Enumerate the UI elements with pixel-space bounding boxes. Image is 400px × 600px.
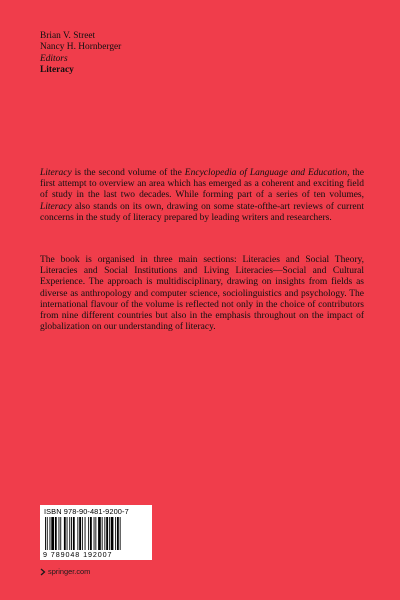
barcode-bar <box>111 517 114 550</box>
editor-name: Brian V. Street <box>40 31 96 41</box>
barcode-bar <box>115 517 116 550</box>
barcode-bar <box>120 517 121 550</box>
barcode-bar <box>106 517 108 550</box>
barcode-bar <box>50 517 51 550</box>
blurb-text-segment: Encyclopedia of Language and Education <box>184 168 348 178</box>
barcode-bar <box>69 517 70 550</box>
barcode-bar <box>85 517 86 550</box>
editors-role-label: Editors <box>40 53 68 64</box>
barcode-bar <box>73 517 75 550</box>
barcode-bar <box>67 517 68 550</box>
barcode-bar <box>94 517 95 550</box>
blurb-paragraph-2: The book is organised in three main sections: Literacies and Social Theory, Literacies and Social Institutions and Living Literacies—Social and Cultural Experience. The approach is multidisciplinary, drawing on insights from fields as diverse as anthropology and computer science, sociolinguistics and psychology. The international flavour of the volume is reflected not only in the choice of contributors from nine different countries but also in the emphasis throughout on the impact of globalization on our understanding of literacy. <box>40 255 364 333</box>
barcode-bar <box>102 517 103 550</box>
barcode-bar <box>104 517 105 550</box>
blurb-text-segment: , the first attempt to overview an area which has emerged as a coherent and exciting field of study in the last two decades. While forming part of a series of ten volumes, <box>40 168 365 201</box>
barcode-bar <box>55 517 57 550</box>
barcode-bar <box>90 517 92 550</box>
barcode-bar <box>79 517 81 550</box>
barcode-bar <box>47 517 48 550</box>
blurb-text-segment: Literacy <box>40 201 72 212</box>
barcode-bar <box>59 517 60 550</box>
barcode-bar <box>95 517 96 550</box>
publisher-link[interactable] <box>40 567 90 576</box>
blurb-text-segment: also stands on its own, drawing on some state-ofthe-art reviews of current concerns in the study of literacy prepared by leading writers and researchers. <box>40 201 364 223</box>
barcode-bar <box>109 517 110 550</box>
blurb-text-segment: is the second volume of the <box>71 168 185 178</box>
isbn-number: ISBN 978-90-481-9200-7 <box>44 507 129 516</box>
barcode-bar <box>77 517 78 550</box>
barcode-bar <box>88 517 89 550</box>
barcode-bar <box>60 517 61 550</box>
barcode-bar <box>82 517 83 550</box>
blurb-paragraph-1 <box>40 168 364 224</box>
barcode-bars <box>45 517 145 550</box>
publisher-url: springer.com <box>48 567 91 576</box>
editors-block <box>40 31 121 77</box>
barcode-bar <box>117 517 119 550</box>
barcode-bar <box>51 517 54 550</box>
barcode-bar <box>71 517 72 550</box>
book-title: Literacy <box>40 65 74 76</box>
barcode-bar <box>98 517 101 550</box>
barcode-bar <box>45 517 46 550</box>
editor-name: Nancy H. Hornberger <box>40 42 122 53</box>
blurb-text-segment: Literacy <box>40 168 72 178</box>
chevron-right-icon <box>40 568 46 576</box>
barcode-digits: 9 789048 192007 <box>43 550 113 559</box>
isbn-barcode-box <box>40 505 152 560</box>
barcode-bar <box>64 517 66 550</box>
